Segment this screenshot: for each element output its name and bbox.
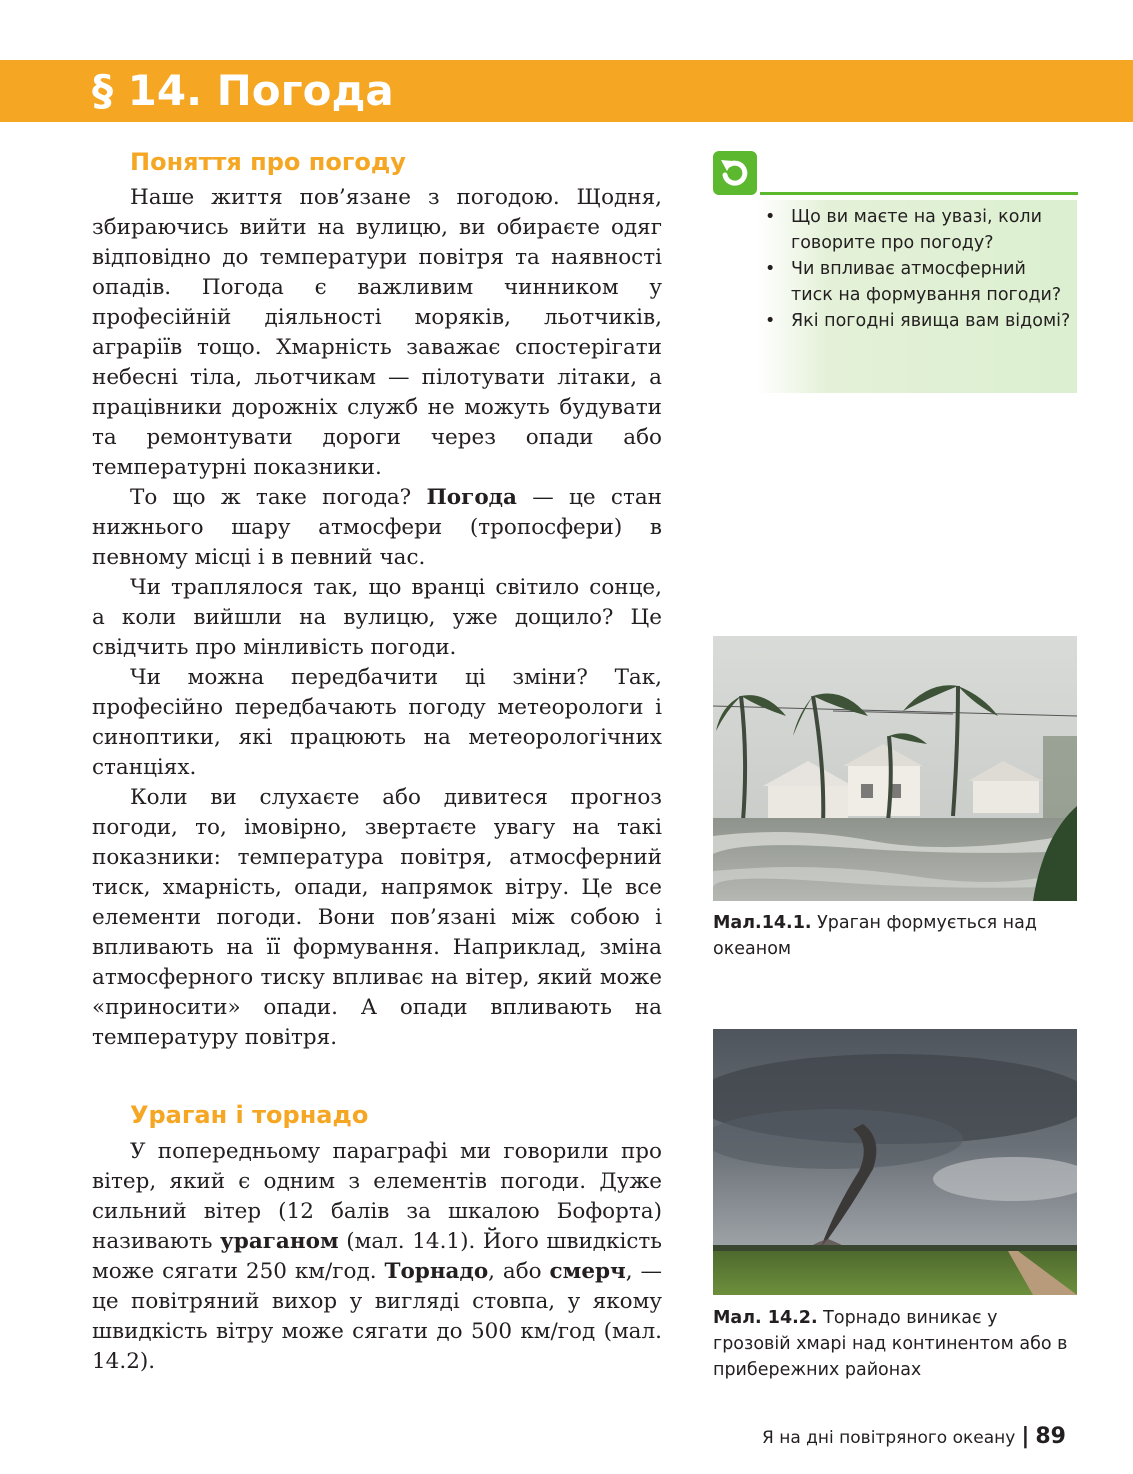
term-tornado: Торнадо <box>384 1259 489 1284</box>
paragraph: Чи можна передбачити ці зміни? Так, професійно передбачають погоду метеорологи і синоптики, які працюють на метеорологічних станціях. <box>92 665 662 780</box>
question-item: • Які погодні явища вам відомі? <box>763 308 1071 334</box>
review-divider <box>760 192 1078 195</box>
section-heading-hurricane: Ураган і торнадо <box>130 1101 369 1129</box>
paragraph: Коли ви слухаєте або дивитеся прогноз погоди, то, імовірно, звертаєте увагу на такі показники: температура повітря, атмосферний тиск, хмарність, опади, напрямок вітру. Це все елементи погоди. Вони пов’язані між собою і впливають на її формування. Наприклад, зміна атмосферного тиску впливає на вітер, який може «приносити» опади. А опади впливають на температуру повітря. <box>92 785 662 1050</box>
review-arrow-icon <box>713 151 757 195</box>
figure-label: Мал.14.1. <box>713 913 812 933</box>
hurricane-photo <box>713 636 1077 901</box>
question-item: • Чи впливає атмосферний тиск на формування погоди? <box>763 256 1071 308</box>
term-whirlwind: смерч <box>549 1259 626 1284</box>
paragraph: У попередньому параграфі ми говорили про вітер, який є одним з елементів погоди. Дуже сильний вітер (12 балів за шкалою Бофорта) називають ураганом (мал. 14.1). Його швидкість може сягати 250 км/год. Торнадо, або смерч, — це повітряний вихор у вигляді стовпа, у якому швидкість вітру може сягати до 500 км/год (мал. 14.2). <box>92 1139 663 1374</box>
term-hurricane: ураганом <box>220 1229 339 1254</box>
paragraph: Наше життя пов’язане з погодою. Щодня, збираючись вийти на вулицю, ви обираєте одяг відповідно до температури повітря та наявності опадів. Погода є важливим чинником у професійній діяльності моряків, льотчиків, аграріїв тощо. Хмарність заважає спостерігати небесні тіла, льотчикам — пілотувати літаки, а працівники дорожніх служб не можуть будувати та ремонтувати дороги через опади або температурні показники. <box>92 185 662 480</box>
chapter-title: § 14. Погода <box>92 66 394 115</box>
term-weather: Погода <box>426 485 517 510</box>
figure-caption: Мал.14.1. Ураган формується над океаном <box>713 913 1037 959</box>
paragraph: Чи траплялося так, що вранці світило сонце, а коли вийшли на вулицю, уже дощило? Це свідчить про мінливість погоди. <box>92 575 662 660</box>
chapter-header <box>0 60 1133 122</box>
figure-caption: Мал. 14.2. Торнадо виникає у грозовій хмарі над континентом або в прибережних районах <box>713 1308 1068 1380</box>
review-questions-box <box>757 200 1077 393</box>
paragraph: То що ж таке погода? Погода — це стан нижнього шару атмосфери (тропосфери) в певному місці і в певний час. <box>92 485 662 570</box>
question-list <box>757 200 1077 334</box>
footer-chapter-title: Я на дні повітряного океану <box>762 1428 1016 1448</box>
question-item: • Що ви маєте на увазі, коли говорите про погоду? <box>763 204 1071 256</box>
tornado-photo <box>713 1029 1077 1295</box>
footer-separator: | <box>1021 1424 1030 1449</box>
section-heading-weather: Поняття про погоду <box>130 148 406 176</box>
main-text-hurricane <box>92 1137 662 1377</box>
main-text-weather <box>92 183 662 1053</box>
figure-label: Мал. 14.2. <box>713 1308 818 1328</box>
page-number: 89 <box>1035 1424 1066 1449</box>
page-footer <box>700 1422 1066 1452</box>
